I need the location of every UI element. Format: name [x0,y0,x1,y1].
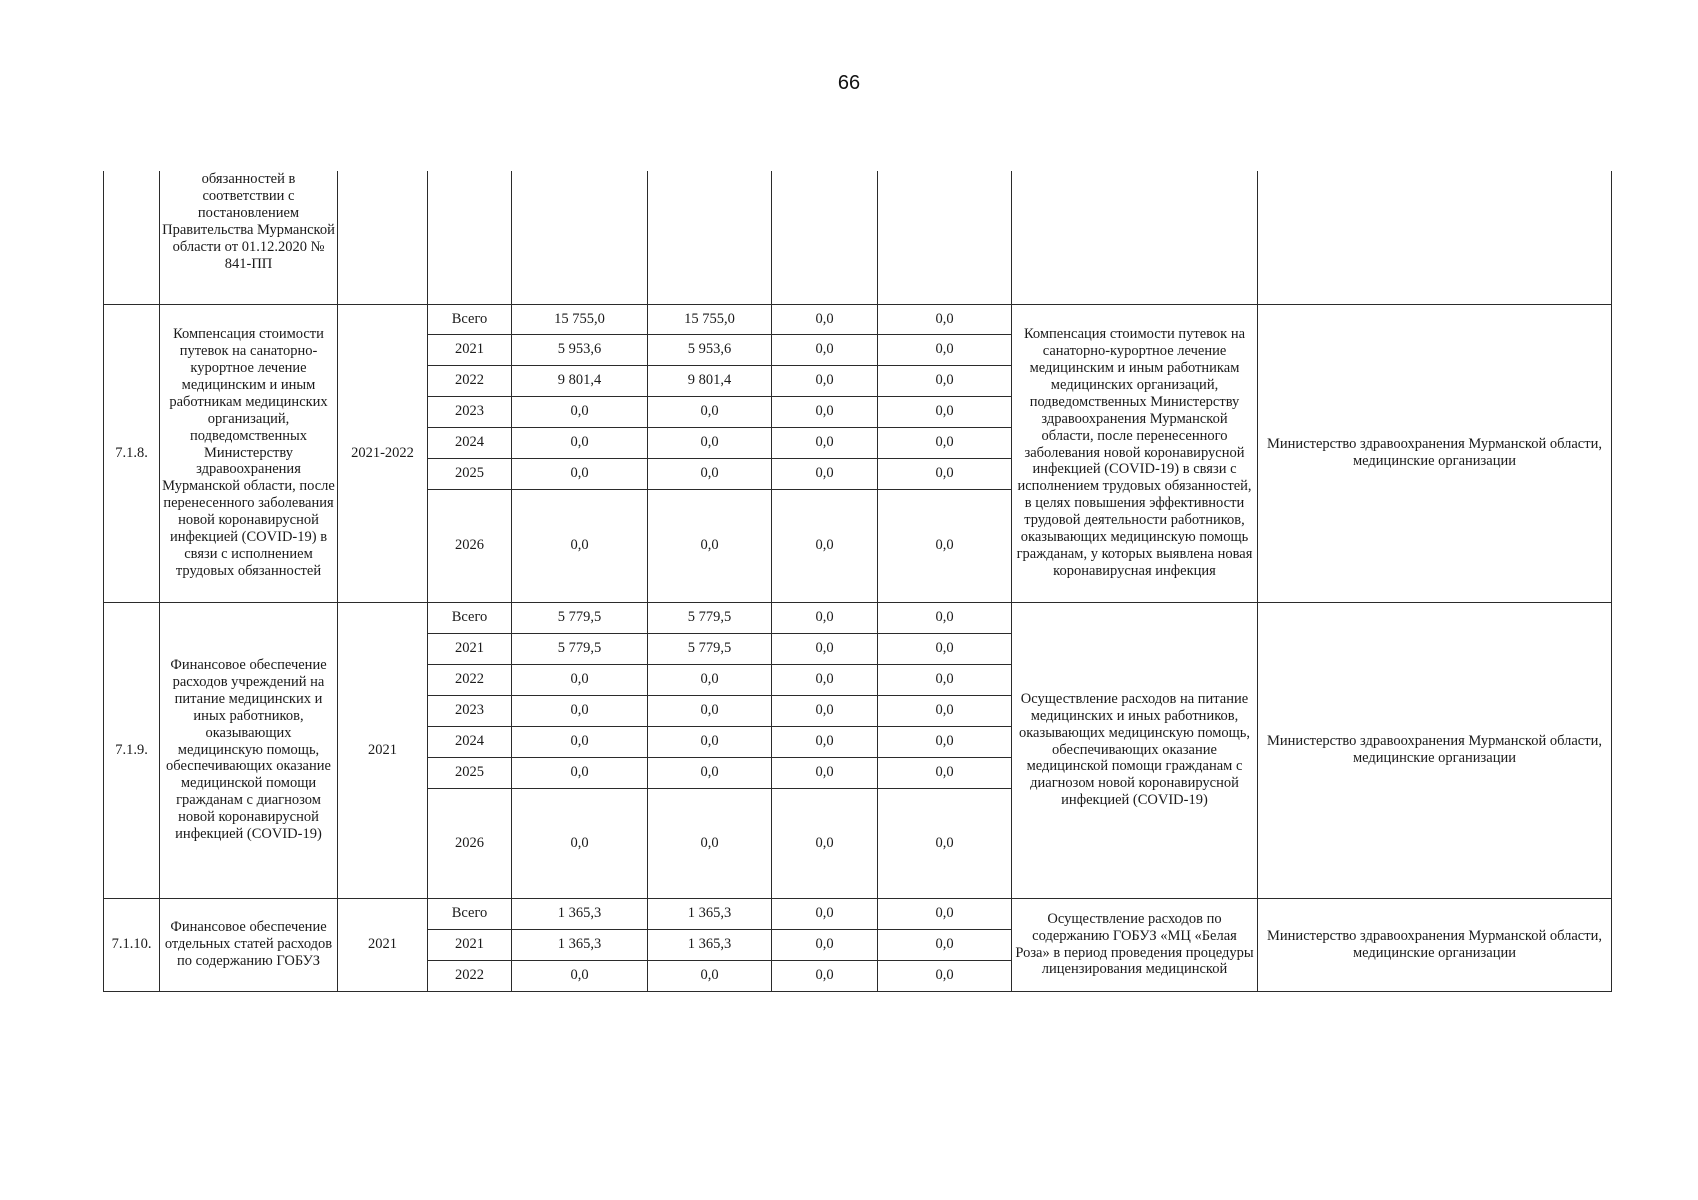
year-cell: Всего [428,602,512,633]
continuation-row [104,171,1612,304]
other-cell: 0,0 [878,757,1012,788]
year-cell: 2021 [428,929,512,960]
year-cell: 2026 [428,489,512,602]
executor-cell [1258,171,1612,304]
federal-cell: 0,0 [772,458,878,489]
activity-block [104,602,1612,898]
other-cell: 0,0 [878,726,1012,757]
other-cell [878,171,1012,304]
regional-cell: 5 779,5 [648,602,772,633]
total-cell: 0,0 [512,458,648,489]
other-cell: 0,0 [878,396,1012,427]
federal-cell: 0,0 [772,365,878,396]
total-cell: 5 779,5 [512,602,648,633]
program-activities-table [103,171,1612,992]
regional-cell: 0,0 [648,664,772,695]
year-cell: 2025 [428,757,512,788]
other-cell: 0,0 [878,664,1012,695]
total-cell: 0,0 [512,664,648,695]
total-cell: 1 365,3 [512,929,648,960]
year-cell: 2022 [428,664,512,695]
total-cell: 1 365,3 [512,898,648,929]
regional-cell: 15 755,0 [648,304,772,334]
federal-cell: 0,0 [772,757,878,788]
regional-cell: 0,0 [648,757,772,788]
data-row [104,304,1612,334]
regional-cell: 0,0 [648,458,772,489]
other-cell: 0,0 [878,695,1012,726]
regional-cell: 5 953,6 [648,334,772,365]
activity-name: Компенсация стоимости путевок на санаторно-курортное лечение медицинским и иным работникам медицинских организаций, подведомственных Министерству здравоохранения Мурманской области, после перенесенного заболевания новой коронавирусной инфекцией (COVID-19) в связи с исполнением трудовых обязанностей [160,304,338,602]
federal-cell: 0,0 [772,960,878,991]
federal-cell: 0,0 [772,334,878,365]
total-cell: 0,0 [512,695,648,726]
federal-cell: 0,0 [772,602,878,633]
year-cell: 2024 [428,427,512,458]
total-cell: 5 953,6 [512,334,648,365]
year-cell: 2026 [428,788,512,898]
federal-cell: 0,0 [772,489,878,602]
total-cell: 5 779,5 [512,633,648,664]
page-number: 66 [837,72,861,94]
regional-cell: 0,0 [648,788,772,898]
federal-cell: 0,0 [772,929,878,960]
federal-cell: 0,0 [772,664,878,695]
result-description: Осуществление расходов на питание медицинских и иных работников, оказывающих медицинскую помощь, обеспечивающих оказание медицинской помощи гражданам с диагнозом новой коронавирусной инфекцией (COVID-19) [1012,602,1258,898]
total-cell: 0,0 [512,757,648,788]
activity-block [104,898,1612,991]
other-cell: 0,0 [878,602,1012,633]
regional-cell: 0,0 [648,427,772,458]
year-cell: 2021 [428,633,512,664]
regional-cell: 0,0 [648,726,772,757]
result-cell [1012,171,1258,304]
year-cell: 2023 [428,695,512,726]
result-description: Компенсация стоимости путевок на санаторно-курортное лечение медицинским и иным работникам медицинских организаций, подведомственных Министерству здравоохранения Мурманской области, после перенесенного заболевания новой коронавирусной инфекцией (COVID-19) в связи с исполнением трудовых обязанностей, в целях повышения эффективности трудовой деятельности работников, оказывающих медицинскую помощь гражданам, у которых выявлена новая коронавирусная инфекция [1012,304,1258,602]
total-cell: 9 801,4 [512,365,648,396]
regional-cell [648,171,772,304]
executor: Министерство здравоохранения Мурманской области, медицинские организации [1258,304,1612,602]
total-cell: 0,0 [512,489,648,602]
regional-cell: 1 365,3 [648,898,772,929]
data-row [104,602,1612,633]
executor: Министерство здравоохранения Мурманской области, медицинские организации [1258,602,1612,898]
activity-block [104,304,1612,602]
federal-cell [772,171,878,304]
other-cell: 0,0 [878,929,1012,960]
period: 2021 [338,602,428,898]
federal-cell: 0,0 [772,304,878,334]
total-cell: 0,0 [512,427,648,458]
federal-cell: 0,0 [772,695,878,726]
other-cell: 0,0 [878,304,1012,334]
other-cell: 0,0 [878,458,1012,489]
result-description: Осуществление расходов по содержанию ГОБУЗ «МЦ «Белая Роза» в период проведения процедуры лицензирования медицинской [1012,898,1258,991]
other-cell: 0,0 [878,633,1012,664]
item-number: 7.1.9. [104,602,160,898]
other-cell: 0,0 [878,788,1012,898]
item-number: 7.1.10. [104,898,160,991]
federal-cell: 0,0 [772,898,878,929]
year-cell: Всего [428,304,512,334]
regional-cell: 0,0 [648,695,772,726]
regional-cell: 0,0 [648,489,772,602]
period: 2021-2022 [338,304,428,602]
regional-cell: 5 779,5 [648,633,772,664]
period: 2021 [338,898,428,991]
regional-cell: 1 365,3 [648,929,772,960]
other-cell: 0,0 [878,898,1012,929]
other-cell: 0,0 [878,365,1012,396]
item-number: 7.1.8. [104,304,160,602]
regional-cell: 0,0 [648,960,772,991]
total-cell: 0,0 [512,960,648,991]
year-cell: 2021 [428,334,512,365]
year-cell: 2022 [428,960,512,991]
regional-cell: 9 801,4 [648,365,772,396]
total-cell: 0,0 [512,726,648,757]
federal-cell: 0,0 [772,396,878,427]
other-cell: 0,0 [878,334,1012,365]
total-cell [512,171,648,304]
year-cell: 2022 [428,365,512,396]
other-cell: 0,0 [878,427,1012,458]
executor: Министерство здравоохранения Мурманской области, медицинские организации [1258,898,1612,991]
total-cell: 15 755,0 [512,304,648,334]
total-cell: 0,0 [512,396,648,427]
period-cell [338,171,428,304]
activity-name: Финансовое обеспечение расходов учреждений на питание медицинских и иных работников, оказывающих медицинскую помощь, обеспечивающих оказание медицинской помощи гражданам с диагнозом новой коронавирусной инфекцией (COVID-19) [160,602,338,898]
activity-name: обязанностей в соответствии с постановлением Правительства Мурманской области от 01.12.2020 № 841-ПП [160,171,338,304]
total-cell: 0,0 [512,788,648,898]
item-number-cell [104,171,160,304]
federal-cell: 0,0 [772,633,878,664]
year-cell: 2025 [428,458,512,489]
data-row [104,898,1612,929]
year-cell: 2023 [428,396,512,427]
regional-cell: 0,0 [648,396,772,427]
other-cell: 0,0 [878,489,1012,602]
other-cell: 0,0 [878,960,1012,991]
activity-name: Финансовое обеспечение отдельных статей расходов по содержанию ГОБУЗ [160,898,338,991]
federal-cell: 0,0 [772,788,878,898]
federal-cell: 0,0 [772,726,878,757]
year-cell: 2024 [428,726,512,757]
year-cell: Всего [428,898,512,929]
federal-cell: 0,0 [772,427,878,458]
year-cell [428,171,512,304]
